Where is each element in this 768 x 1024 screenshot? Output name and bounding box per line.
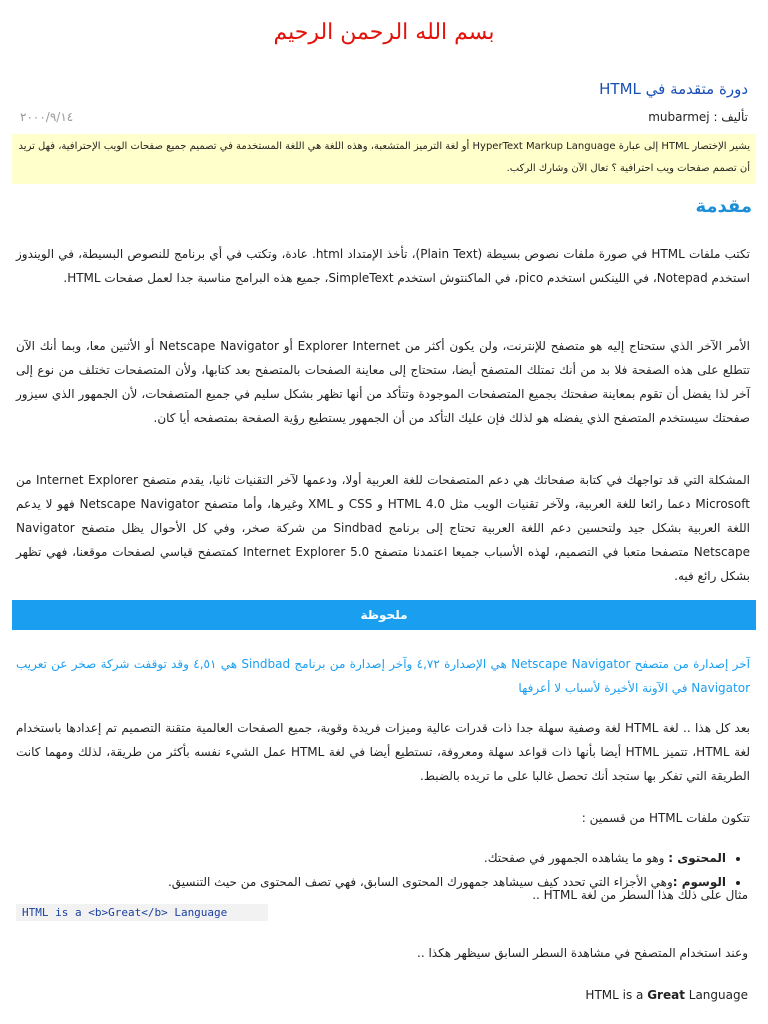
note-text: آخر إصدارة من متصفح Netscape Navigator هي الإصدارة ٤,٧٢ وآخر إصدارة من برنامج Sindbad هي ٤,٥١ وقد توقفت شركة صخر عن تعريب Navigator في الآونة الأخيرة لأسباب لا أعرفها bbox=[16, 657, 750, 695]
body-paragraph-6: وعند استخدام المتصفح في مشاهدة السطر السابق سيظهر هكذا .. bbox=[417, 946, 748, 960]
intro-paragraph-1: تكتب ملفات HTML في صورة ملفات نصوص بسيطة (Plain Text)، تأخذ الإمتداد html. عادة، وتكتب في أي برنامج للنصوص البسيطة، في الويندوز استخدم Notepad، في اللينكس استخدم pico، في الماكنتوش استخدم SimpleText، جميع هذه البرامج مناسبة جدا لعمل صفحات HTML. bbox=[16, 247, 750, 285]
parts-list bbox=[20, 846, 748, 894]
list-item-desc: وهي الأجزاء التي تحدد كيف سيشاهد جمهورك المحتوى السابق، فهي تصف المحتوى من حيث التنسيق. bbox=[167, 875, 673, 889]
result-text-bold: Great bbox=[647, 988, 685, 1002]
body-paragraph-4: بعد كل هذا .. لغة HTML لغة وصفية سهلة جدا ذات قدرات عالية وميزات فريدة وقوية، جميع الصفحات العالمية متقنة التصميم تم إعدادها باستخدام لغة HTML، تتميز HTML أيضا بأنها ذات قواعد سهلة ومعروفة، تستطيع أيضا في لغة HTML عمل الشيء نفسه بأكثر من طريقة، لذلك ومهما كانت الطريقة التي تفكر بها ستجد أنك تحصل غالبا على ما تريده بالضبط. bbox=[16, 721, 751, 783]
render-result bbox=[585, 988, 748, 1002]
summary-box: يشير الإختصار HTML إلى عبارة HyperText Markup Language أو لغة الترميز المتشعبة، وهذه اللغة هي اللغة المستخدمة في تصميم جميع صفحات الويب الإحترافية، فهل تريد أن تصمم صفحات ويب احترافية ؟ تعال الآن وشارك الركب. bbox=[12, 134, 756, 184]
section-heading-intro: مقدمة bbox=[695, 196, 752, 217]
body-paragraph-5: تتكون ملفات HTML من قسمين : bbox=[581, 811, 750, 825]
bismillah-heading: بسم الله الرحمن الرحيم bbox=[273, 20, 495, 45]
result-text-before: HTML is a bbox=[585, 988, 648, 1002]
result-text-after: Language bbox=[684, 988, 748, 1002]
note-bar: ملحوظة bbox=[12, 600, 756, 630]
intro-paragraph-2: الأمر الآخر الذي ستحتاج إليه هو متصفح للإنترنت، ولن يكون أكثر من Explorer Internet أو Netscape Navigator أو الأثنين معا، وبما أنك الآن تتطلع على هذه الصفحة فلا بد من أنك تمتلك المتصفح أيضا، ستحتاج إلى معاينة الصفحات بالمتصفح بعد كتابها، ولأن المتصفحات تختلف من نوع إلى آخر لذا يفضل أن تقوم بمعاينة صفحتك بجميع المتصفحات الموجودة وتتأكد من أنها تظهر بشكل سليم في جميع المتصفحات، لأن الجمهور الذي سيزور صفحتك سيستخدم المتصفح الذي يفضله هو لذلك فإن عليك التأكد من أن الجمهور يستطيع رؤية الصفحة بمتصفحه أيا كان. bbox=[16, 339, 750, 425]
course-title-link[interactable]: دورة متقدمة في HTML bbox=[599, 80, 748, 98]
code-sample: HTML is a <b>Great</b> Language bbox=[16, 904, 268, 921]
list-item-term: المحتوى : bbox=[668, 851, 726, 865]
example-intro: مثال على ذلك هذا السطر من لغة HTML .. bbox=[532, 888, 748, 902]
list-item bbox=[20, 846, 726, 870]
list-item-desc: وهو ما يشاهده الجمهور في صفحتك. bbox=[483, 851, 669, 865]
publish-date: ٢٠٠٠/٩/١٤ bbox=[20, 110, 74, 124]
list-item-term: الوسوم : bbox=[672, 875, 726, 889]
intro-paragraph-3: المشكلة التي قد تواجهك في كتابة صفحاتك هي دعم المتصفحات للغة العربية أولا، ودعمها لآخر التقنيات ثانيا، يقدم متصفح Internet Explorer من Microsoft دعما رائعا للغة العربية، ولآخر تقنيات الويب مثل HTML 4.0 و CSS و XML وغيرها، وأما متصفح Netscape Navigator فهو لا يدعم اللغة العربية بشكل جيد ولتحسين دعم اللغة العربية تحتاج إلى برنامج Sindbad من شركة صخر، وفي كل الأحوال يظل متصفح Navigator Netscape متصفحا متعبا في التصميم، لهذه الأسباب جميعا اعتمدنا متصفح Internet Explorer 5.0 كمتصفح قياسي لصفحات موقعنا، فهي تظهر بشكل رائع فيه. bbox=[16, 473, 751, 583]
author-row bbox=[20, 110, 748, 130]
author-label: تأليف : mubarmej bbox=[648, 110, 748, 124]
